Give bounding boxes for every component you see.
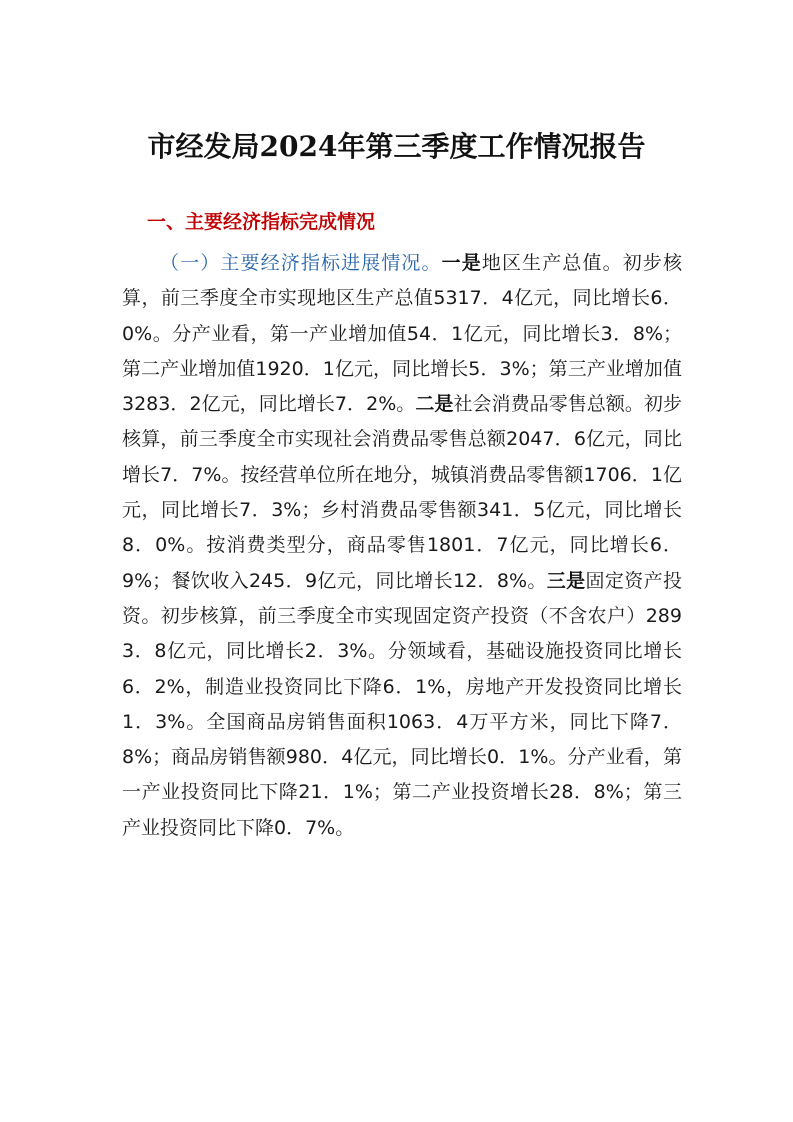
document-title: 市经发局2024年第三季度工作情况报告 (147, 130, 646, 163)
item-3-lead: 三是 (546, 569, 586, 592)
item-1-lead: 一是 (441, 252, 482, 274)
subsection-heading: （一）主要经济指标进展情况。 (160, 252, 442, 274)
item-3-text: 固定资产投资。初步核算，前三季度全市实现固定资产投资（不含农户）2893．8亿元，同比增长2．3%。分领域看，基础设施投资同比增长6．2%，制造业投资同比下降6．1%，房地产开发投资同比增长1．3%。全国商品房销售面积1063．4万平方米，同比下降7．8%；商品房销售额980．4亿元，同比增长0．1%。分产业看，第一产业投资同比下降21．1%；第二产业投资增长28．8%；第三产业投资同比下降0．7%。 (122, 569, 682, 839)
section-heading: 一、主要经济指标完成情况 (147, 211, 376, 233)
item-2-text: 社会消费品零售总额。初步核算，前三季度全市实现社会消费品零售总额2047．6亿元，同比增长7．7%。按经营单位所在地分，城镇消费品零售额1706．1亿元，同比增长7．3%；乡村消费品零售额341．5亿元，同比增长8．0%。按消费类型分，商品零售1801．7亿元，同比增长6．9%；餐饮收入245．9亿元，同比增长12．8%。 (122, 393, 682, 592)
body-paragraph (122, 246, 682, 846)
item-2-lead: 二是 (415, 393, 454, 416)
item-1-text: 地区生产总值。初步核算，前三季度全市实现地区生产总值5317．4亿元，同比增长6．0%。分产业看，第一产业增加值54．1亿元，同比增长3．8%；第二产业增加值1920．1亿元，同比增长5．3%；第三产业增加值3283．2亿元，同比增长7．2%。 (122, 252, 682, 416)
